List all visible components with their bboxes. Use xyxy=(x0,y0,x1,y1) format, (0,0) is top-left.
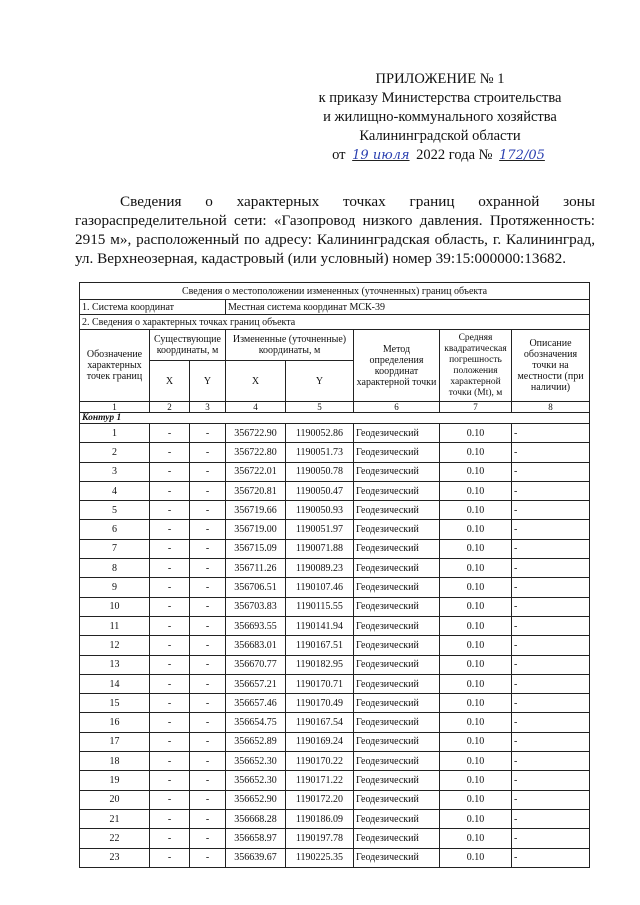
changed-x: 356639.67 xyxy=(226,848,286,867)
method: Геодезический xyxy=(354,462,440,481)
table-row xyxy=(80,597,590,616)
existing-y: - xyxy=(190,848,226,867)
changed-y: 1190170.22 xyxy=(286,752,354,771)
error-value: 0.10 xyxy=(440,520,512,539)
point-number: 16 xyxy=(80,713,150,732)
changed-y: 1190107.46 xyxy=(286,578,354,597)
changed-y: 1190170.71 xyxy=(286,674,354,693)
changed-x: 356711.26 xyxy=(226,559,286,578)
error-value: 0.10 xyxy=(440,655,512,674)
existing-y: - xyxy=(190,809,226,828)
method: Геодезический xyxy=(354,790,440,809)
method: Геодезический xyxy=(354,694,440,713)
method: Геодезический xyxy=(354,559,440,578)
error-value: 0.10 xyxy=(440,674,512,693)
changed-y: 1190089.23 xyxy=(286,559,354,578)
order-line-3: Калининградской области xyxy=(359,128,521,144)
table-row xyxy=(80,578,590,597)
description: - xyxy=(512,771,590,790)
changed-y: 1190167.54 xyxy=(286,713,354,732)
error-value: 0.10 xyxy=(440,559,512,578)
changed-x: 356719.00 xyxy=(226,520,286,539)
description: - xyxy=(512,636,590,655)
description: - xyxy=(512,559,590,578)
table-row xyxy=(80,809,590,828)
col-changed-header: Измененные (уточненные) координаты, м xyxy=(226,330,354,361)
changed-y: 1190197.78 xyxy=(286,829,354,848)
changed-y: 1190071.88 xyxy=(286,539,354,558)
method: Геодезический xyxy=(354,674,440,693)
existing-y: - xyxy=(190,655,226,674)
description: - xyxy=(512,848,590,867)
column-number: 7 xyxy=(440,402,512,413)
point-number: 4 xyxy=(80,481,150,500)
changed-x: 356703.83 xyxy=(226,597,286,616)
changed-x: 356693.55 xyxy=(226,616,286,635)
error-value: 0.10 xyxy=(440,752,512,771)
description: - xyxy=(512,616,590,635)
table-row xyxy=(80,752,590,771)
error-value: 0.10 xyxy=(440,616,512,635)
description: - xyxy=(512,424,590,443)
col-designation-header: Обозначение характерных точек границ xyxy=(80,330,150,402)
table-row xyxy=(80,713,590,732)
description: - xyxy=(512,501,590,520)
existing-y: - xyxy=(190,481,226,500)
method: Геодезический xyxy=(354,597,440,616)
description: - xyxy=(512,481,590,500)
col-error-header: Средняя квадратическая погрешность положения характерной точки (Mt), м xyxy=(440,330,512,402)
changed-y: 1190051.73 xyxy=(286,443,354,462)
existing-x: - xyxy=(150,481,190,500)
changed-y: 1190051.97 xyxy=(286,520,354,539)
existing-y: - xyxy=(190,636,226,655)
changed-y: 1190052.86 xyxy=(286,424,354,443)
method: Геодезический xyxy=(354,636,440,655)
existing-y: - xyxy=(190,829,226,848)
existing-x: - xyxy=(150,559,190,578)
error-value: 0.10 xyxy=(440,462,512,481)
handwritten-number: 172/05 xyxy=(499,148,545,163)
table-row xyxy=(80,790,590,809)
changed-y: 1190172.20 xyxy=(286,790,354,809)
error-value: 0.10 xyxy=(440,848,512,867)
existing-x: - xyxy=(150,597,190,616)
intro-paragraph: Сведения о характерных точках границ охранной зоны газораспределительной сети: «Газопровод низкого давления. Протяженность: 2915 м», расположенный по адресу: Калининградская область, г. Калининград, ул. Верхнеозерная, кадастровый (или условный) номер 39:15:000000:13682. xyxy=(75,193,595,267)
error-value: 0.10 xyxy=(440,694,512,713)
changed-x: 356668.28 xyxy=(226,809,286,828)
method: Геодезический xyxy=(354,809,440,828)
sub-header-existing-x: X xyxy=(150,361,190,402)
description: - xyxy=(512,713,590,732)
existing-x: - xyxy=(150,732,190,751)
handwritten-date: 19 июля xyxy=(352,148,410,163)
existing-y: - xyxy=(190,713,226,732)
table-row xyxy=(80,559,590,578)
existing-x: - xyxy=(150,752,190,771)
method: Геодезический xyxy=(354,616,440,635)
table-row xyxy=(80,520,590,539)
point-number: 3 xyxy=(80,462,150,481)
table-row xyxy=(80,674,590,693)
point-number: 14 xyxy=(80,674,150,693)
table-row xyxy=(80,636,590,655)
column-number: 1 xyxy=(80,402,150,413)
column-number: 6 xyxy=(354,402,440,413)
column-number: 3 xyxy=(190,402,226,413)
table-row xyxy=(80,462,590,481)
existing-y: - xyxy=(190,443,226,462)
method: Геодезический xyxy=(354,829,440,848)
existing-y: - xyxy=(190,616,226,635)
column-number: 4 xyxy=(226,402,286,413)
method: Геодезический xyxy=(354,713,440,732)
method: Геодезический xyxy=(354,481,440,500)
error-value: 0.10 xyxy=(440,443,512,462)
existing-x: - xyxy=(150,713,190,732)
changed-x: 356683.01 xyxy=(226,636,286,655)
changed-x: 356652.30 xyxy=(226,752,286,771)
changed-x: 356706.51 xyxy=(226,578,286,597)
existing-x: - xyxy=(150,520,190,539)
existing-y: - xyxy=(190,790,226,809)
changed-y: 1190171.22 xyxy=(286,771,354,790)
existing-y: - xyxy=(190,578,226,597)
changed-y: 1190167.51 xyxy=(286,636,354,655)
col-existing-header: Существующие координаты, м xyxy=(150,330,226,361)
point-number: 2 xyxy=(80,443,150,462)
changed-x: 356652.90 xyxy=(226,790,286,809)
error-value: 0.10 xyxy=(440,481,512,500)
column-number: 8 xyxy=(512,402,590,413)
description: - xyxy=(512,520,590,539)
existing-x: - xyxy=(150,674,190,693)
changed-x: 356657.46 xyxy=(226,694,286,713)
changed-x: 356652.89 xyxy=(226,732,286,751)
method: Геодезический xyxy=(354,848,440,867)
changed-x: 356722.90 xyxy=(226,424,286,443)
point-number: 23 xyxy=(80,848,150,867)
description: - xyxy=(512,790,590,809)
changed-y: 1190182.95 xyxy=(286,655,354,674)
changed-x: 356670.77 xyxy=(226,655,286,674)
changed-y: 1190115.55 xyxy=(286,597,354,616)
sub-header-changed-x: X xyxy=(226,361,286,402)
point-number: 6 xyxy=(80,520,150,539)
method: Геодезический xyxy=(354,578,440,597)
point-number: 18 xyxy=(80,752,150,771)
existing-x: - xyxy=(150,848,190,867)
changed-x: 356720.81 xyxy=(226,481,286,500)
column-number: 2 xyxy=(150,402,190,413)
point-number: 7 xyxy=(80,539,150,558)
changed-x: 356722.80 xyxy=(226,443,286,462)
contour-label: Контур 1 xyxy=(80,413,590,424)
changed-y: 1190169.24 xyxy=(286,732,354,751)
description: - xyxy=(512,752,590,771)
method: Геодезический xyxy=(354,752,440,771)
col-description-header: Описание обозначения точки на местности (при наличии) xyxy=(512,330,590,402)
column-number: 5 xyxy=(286,402,354,413)
changed-x: 356722.01 xyxy=(226,462,286,481)
error-value: 0.10 xyxy=(440,732,512,751)
sub-header-changed-y: Y xyxy=(286,361,354,402)
existing-y: - xyxy=(190,674,226,693)
method: Геодезический xyxy=(354,424,440,443)
boundary-points-table xyxy=(79,282,590,868)
error-value: 0.10 xyxy=(440,424,512,443)
description: - xyxy=(512,597,590,616)
table-row xyxy=(80,848,590,867)
table-row xyxy=(80,481,590,500)
existing-x: - xyxy=(150,694,190,713)
order-line-1: к приказу Министерства строительства xyxy=(318,90,562,106)
coord-system-label: 1. Система координат xyxy=(80,300,226,315)
date-prefix: от xyxy=(332,147,346,163)
existing-y: - xyxy=(190,501,226,520)
table-row xyxy=(80,539,590,558)
error-value: 0.10 xyxy=(440,597,512,616)
existing-x: - xyxy=(150,578,190,597)
date-suffix: 2022 года № xyxy=(416,147,493,163)
point-number: 20 xyxy=(80,790,150,809)
table-row xyxy=(80,443,590,462)
table-row xyxy=(80,829,590,848)
changed-x: 356652.30 xyxy=(226,771,286,790)
table-row xyxy=(80,616,590,635)
existing-x: - xyxy=(150,829,190,848)
point-number: 21 xyxy=(80,809,150,828)
coord-system-value: Местная система координат МСК-39 xyxy=(226,300,590,315)
existing-y: - xyxy=(190,520,226,539)
existing-x: - xyxy=(150,771,190,790)
description: - xyxy=(512,655,590,674)
existing-y: - xyxy=(190,694,226,713)
description: - xyxy=(512,694,590,713)
changed-y: 1190225.35 xyxy=(286,848,354,867)
description: - xyxy=(512,539,590,558)
existing-y: - xyxy=(190,539,226,558)
point-number: 19 xyxy=(80,771,150,790)
col-method-header: Метод определения координат характерной точки xyxy=(354,330,440,402)
existing-x: - xyxy=(150,790,190,809)
existing-y: - xyxy=(190,462,226,481)
error-value: 0.10 xyxy=(440,501,512,520)
changed-x: 356715.09 xyxy=(226,539,286,558)
existing-y: - xyxy=(190,752,226,771)
changed-y: 1190050.78 xyxy=(286,462,354,481)
points-section-label: 2. Сведения о характерных точках границ объекта xyxy=(80,315,590,330)
document-header xyxy=(300,70,580,165)
error-value: 0.10 xyxy=(440,636,512,655)
changed-x: 356719.66 xyxy=(226,501,286,520)
point-number: 1 xyxy=(80,424,150,443)
table-row xyxy=(80,655,590,674)
method: Геодезический xyxy=(354,732,440,751)
table-row xyxy=(80,501,590,520)
method: Геодезический xyxy=(354,443,440,462)
changed-y: 1190050.47 xyxy=(286,481,354,500)
method: Геодезический xyxy=(354,771,440,790)
existing-x: - xyxy=(150,539,190,558)
changed-y: 1190170.49 xyxy=(286,694,354,713)
order-line-2: и жилищно-коммунального хозяйства xyxy=(323,109,557,125)
changed-x: 356658.97 xyxy=(226,829,286,848)
table-row xyxy=(80,424,590,443)
description: - xyxy=(512,443,590,462)
error-value: 0.10 xyxy=(440,539,512,558)
point-number: 10 xyxy=(80,597,150,616)
error-value: 0.10 xyxy=(440,771,512,790)
point-number: 5 xyxy=(80,501,150,520)
table-row xyxy=(80,732,590,751)
point-number: 22 xyxy=(80,829,150,848)
point-number: 8 xyxy=(80,559,150,578)
existing-y: - xyxy=(190,424,226,443)
method: Геодезический xyxy=(354,520,440,539)
description: - xyxy=(512,462,590,481)
table-row xyxy=(80,771,590,790)
point-number: 13 xyxy=(80,655,150,674)
existing-y: - xyxy=(190,559,226,578)
description: - xyxy=(512,829,590,848)
changed-y: 1190186.09 xyxy=(286,809,354,828)
existing-x: - xyxy=(150,809,190,828)
error-value: 0.10 xyxy=(440,790,512,809)
point-number: 17 xyxy=(80,732,150,751)
error-value: 0.10 xyxy=(440,809,512,828)
error-value: 0.10 xyxy=(440,829,512,848)
changed-x: 356654.75 xyxy=(226,713,286,732)
description: - xyxy=(512,809,590,828)
existing-y: - xyxy=(190,597,226,616)
appendix-title: ПРИЛОЖЕНИЕ № 1 xyxy=(375,71,505,87)
existing-x: - xyxy=(150,443,190,462)
existing-x: - xyxy=(150,462,190,481)
existing-y: - xyxy=(190,771,226,790)
point-number: 9 xyxy=(80,578,150,597)
table-title: Сведения о местоположении измененных (уточненных) границ объекта xyxy=(80,283,590,300)
point-number: 12 xyxy=(80,636,150,655)
changed-y: 1190050.93 xyxy=(286,501,354,520)
error-value: 0.10 xyxy=(440,713,512,732)
changed-y: 1190141.94 xyxy=(286,616,354,635)
changed-x: 356657.21 xyxy=(226,674,286,693)
description: - xyxy=(512,732,590,751)
existing-y: - xyxy=(190,732,226,751)
existing-x: - xyxy=(150,616,190,635)
description: - xyxy=(512,578,590,597)
existing-x: - xyxy=(150,424,190,443)
error-value: 0.10 xyxy=(440,578,512,597)
point-number: 11 xyxy=(80,616,150,635)
existing-x: - xyxy=(150,636,190,655)
table-row xyxy=(80,694,590,713)
sub-header-existing-y: Y xyxy=(190,361,226,402)
description: - xyxy=(512,674,590,693)
method: Геодезический xyxy=(354,655,440,674)
method: Геодезический xyxy=(354,501,440,520)
point-number: 15 xyxy=(80,694,150,713)
existing-x: - xyxy=(150,655,190,674)
method: Геодезический xyxy=(354,539,440,558)
existing-x: - xyxy=(150,501,190,520)
order-date-line xyxy=(300,146,580,165)
